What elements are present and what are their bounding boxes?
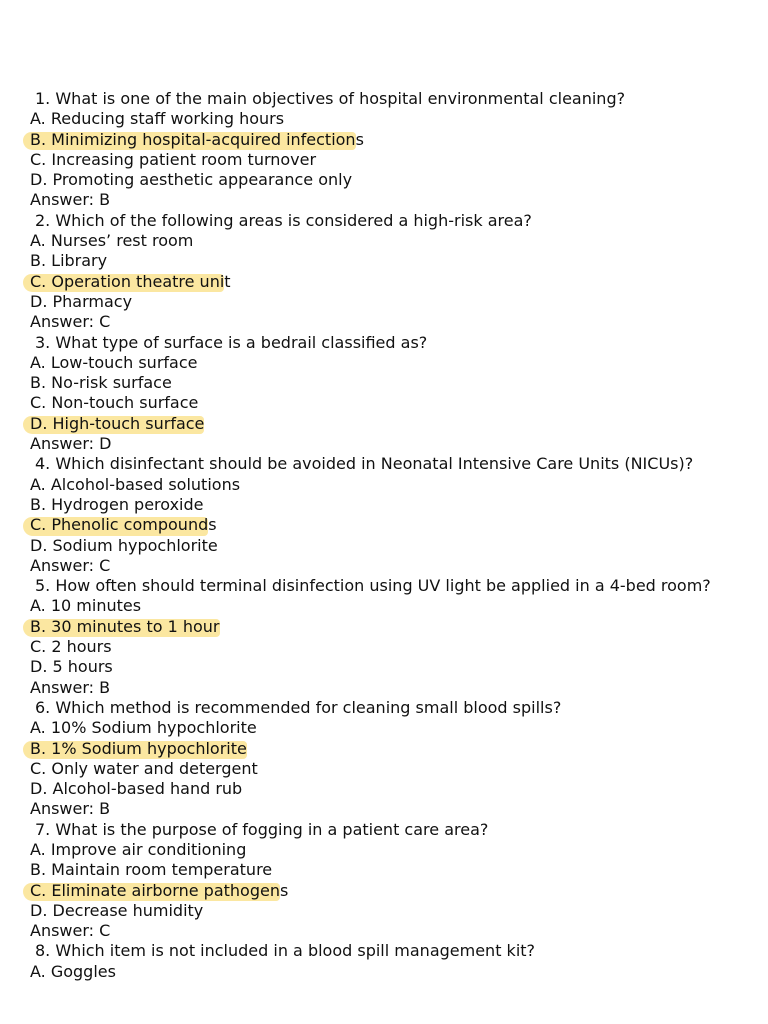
option-line (30, 170, 760, 190)
option-line (30, 292, 760, 312)
option-label: D. Alcohol-based hand rub (30, 779, 243, 799)
answer-line (30, 434, 760, 454)
answer-line (30, 799, 760, 819)
option-text-remainder: t (224, 271, 231, 291)
option-label: C. 2 hours (30, 637, 112, 657)
option-line (30, 759, 760, 779)
option-label: B. Hydrogen peroxide (30, 494, 204, 514)
question-label: 6. Which method is recommended for cleaning small blood spills? (35, 697, 562, 717)
option-label: A. Alcohol-based solutions (30, 474, 241, 494)
highlighted-option-text: B. 30 minutes to 1 hour (30, 616, 220, 636)
option-label: A. Improve air conditioning (30, 839, 247, 859)
option-line (30, 251, 760, 271)
option-label: A. Low-touch surface (30, 352, 198, 372)
option-line (30, 637, 760, 657)
option-label: D. 5 hours (30, 657, 113, 677)
answer-label: Answer: B (30, 190, 111, 210)
highlighted-option (30, 414, 760, 434)
option-label: C. Increasing patient room turnover (30, 149, 317, 169)
option-label: D. Sodium hypochlorite (30, 535, 218, 555)
option-label: A. Nurses’ rest room (30, 231, 194, 251)
question-label: 3. What type of surface is a bedrail classified as? (35, 332, 428, 352)
option-line (30, 150, 760, 170)
answer-label: Answer: C (30, 921, 111, 941)
question-text (30, 211, 760, 231)
option-line (30, 779, 760, 799)
option-line (30, 393, 760, 413)
answer-line (30, 556, 760, 576)
highlighted-option-text: C. Eliminate airborne pathogen (30, 880, 280, 900)
option-line (30, 353, 760, 373)
option-label: B. Maintain room temperature (30, 860, 273, 880)
option-line (30, 495, 760, 515)
highlighted-option-text: D. High-touch surface (30, 413, 205, 433)
highlighted-option-text: C. Phenolic compound (30, 515, 209, 535)
question-label: 8. Which item is not included in a blood spill management kit? (35, 941, 536, 961)
question-text (30, 454, 760, 474)
option-line (30, 718, 760, 738)
answer-label: Answer: C (30, 312, 111, 332)
option-text-remainder: s (355, 129, 364, 149)
answer-line (30, 312, 760, 332)
answer-label: Answer: B (30, 799, 111, 819)
highlight-mark (30, 739, 247, 759)
answer-label: Answer: C (30, 555, 111, 575)
highlighted-option (30, 739, 760, 759)
document-page (30, 89, 760, 982)
highlight-mark (30, 130, 356, 150)
highlighted-option (30, 881, 760, 901)
option-text-remainder: s (208, 515, 217, 535)
highlighted-option (30, 272, 760, 292)
answer-label: Answer: B (30, 677, 111, 697)
highlight-mark (30, 515, 208, 535)
option-label: A. 10 minutes (30, 596, 142, 616)
option-label: D. Pharmacy (30, 291, 133, 311)
question-label: 7. What is the purpose of fogging in a patient care area? (35, 819, 489, 839)
option-label: C. Only water and detergent (30, 758, 258, 778)
option-label: B. Library (30, 251, 108, 271)
option-label: C. Non-touch surface (30, 393, 199, 413)
option-label: A. 10% Sodium hypochlorite (30, 718, 257, 738)
question-text (30, 89, 760, 109)
question-text (30, 820, 760, 840)
option-line (30, 840, 760, 860)
option-label: A. Goggles (30, 961, 116, 981)
option-line (30, 901, 760, 921)
highlight-mark (30, 881, 280, 901)
option-text-remainder: s (279, 880, 289, 900)
option-line (30, 596, 760, 616)
option-label: D. Promoting aesthetic appearance only (30, 170, 353, 190)
question-text (30, 576, 760, 596)
highlight-mark (30, 617, 220, 637)
answer-line (30, 921, 760, 941)
option-line (30, 860, 760, 880)
option-line (30, 475, 760, 495)
question-text (30, 333, 760, 353)
highlighted-option-text: B. 1% Sodium hypochlorite (30, 738, 247, 758)
question-label: 1. What is one of the main objectives of hospital environmental cleaning? (35, 89, 626, 108)
question-label: 2. Which of the following areas is considered a high-risk area? (35, 210, 532, 230)
option-line (30, 373, 760, 393)
highlighted-option-text: C. Operation theatre uni (30, 271, 225, 291)
option-label: D. Decrease humidity (30, 900, 204, 920)
option-line (30, 536, 760, 556)
question-label: 5. How often should terminal disinfection using UV light be applied in a 4-bed room? (35, 576, 711, 596)
option-line (30, 231, 760, 251)
highlighted-option (30, 515, 760, 535)
option-line (30, 657, 760, 677)
highlighted-option (30, 130, 760, 150)
highlighted-option (30, 617, 760, 637)
option-label: B. No-risk surface (30, 373, 172, 393)
option-line (30, 109, 760, 129)
highlight-mark (30, 272, 224, 292)
option-line (30, 962, 760, 982)
question-text (30, 698, 760, 718)
answer-line (30, 678, 760, 698)
question-label: 4. Which disinfectant should be avoided in Neonatal Intensive Care Units (NICUs)? (35, 454, 694, 474)
highlight-mark (30, 414, 204, 434)
highlighted-option-text: B. Minimizing hospital-acquired infection (30, 129, 356, 149)
answer-label: Answer: D (30, 434, 112, 454)
option-label: A. Reducing staff working hours (30, 109, 285, 129)
answer-line (30, 190, 760, 210)
question-text (30, 941, 760, 961)
